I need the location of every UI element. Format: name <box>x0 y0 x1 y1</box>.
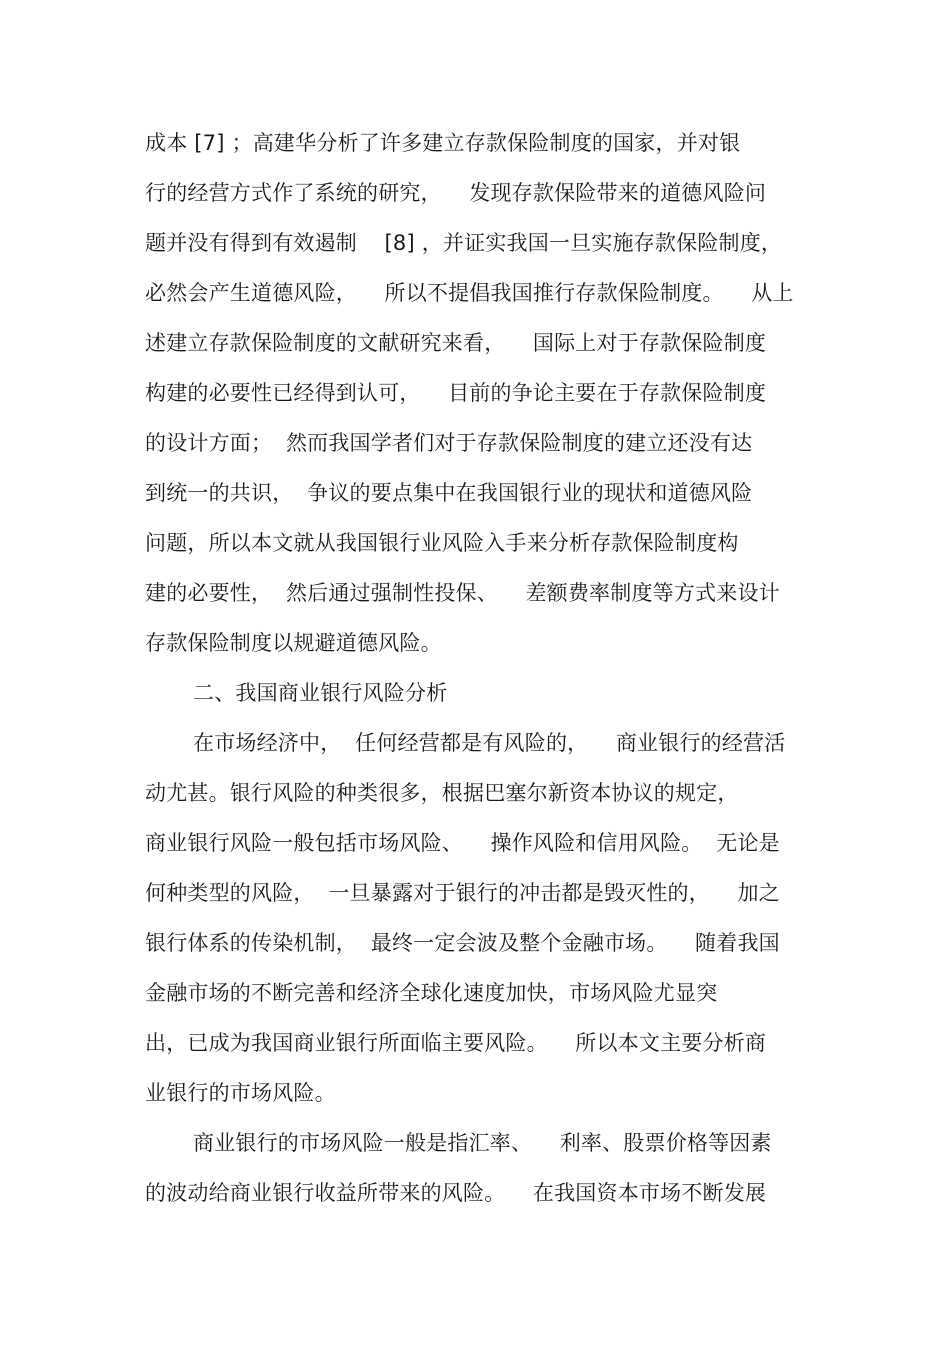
text-line: 商业银行的市场风险一般是指汇率、 利率、股票价格等因素 <box>193 1131 772 1155</box>
text-line: 到统一的共识， 争议的要点集中在我国银行业的现状和道德风险 <box>145 481 753 505</box>
text-line: 存款保险制度以规避道德风险。 <box>145 631 442 655</box>
text-line: 何种类型的风险， 一旦暴露对于银行的冲击都是毁灭性的， 加之 <box>145 881 780 905</box>
text-line: 的波动给商业银行收益所带来的风险。 在我国资本市场不断发展 <box>145 1181 767 1205</box>
text-line: 建的必要性， 然后通过强制性投保、 差额费率制度等方式来设计 <box>145 581 780 605</box>
text-line: 动尤甚。银行风险的种类很多，根据巴塞尔新资本协议的规定， <box>145 781 739 805</box>
text-line: 问题，所以本文就从我国银行业风险入手来分析存款保险制度构 <box>145 531 739 555</box>
text-line: 行的经营方式作了系统的研究， 发现存款保险带来的道德风险问 <box>145 181 767 205</box>
text-line: 出，已成为我国商业银行所面临主要风险。 所以本文主要分析商 <box>145 1031 767 1055</box>
text-line: 成本 [7] ；高建华分析了许多建立存款保险制度的国家，并对银 <box>145 131 741 155</box>
text-line: 商业银行风险一般包括市场风险、 操作风险和信用风险。 无论是 <box>145 831 780 855</box>
text-line: 银行体系的传染机制， 最终一定会波及整个金融市场。 随着我国 <box>145 931 780 955</box>
text-line: 金融市场的不断完善和经济全球化速度加快，市场风险尤显突 <box>145 981 718 1005</box>
text-line: 题并没有得到有效遏制 [8] ，并证实我国一旦实施存款保险制度， <box>145 231 783 255</box>
section-heading: 二、我国商业银行风险分析 <box>193 681 448 705</box>
text-line: 述建立存款保险制度的文献研究来看， 国际上对于存款保险制度 <box>145 331 767 355</box>
text-line: 构建的必要性已经得到认可， 目前的争论主要在于存款保险制度 <box>145 381 767 405</box>
text-line: 必然会产生道德风险， 所以不提倡我国推行存款保险制度。 从上 <box>145 281 794 305</box>
text-line: 在市场经济中， 任何经营都是有风险的， 商业银行的经营活 <box>193 731 786 755</box>
text-line: 业银行的市场风险。 <box>145 1081 336 1105</box>
text-line: 的设计方面； 然而我国学者们对于存款保险制度的建立还没有达 <box>145 431 753 455</box>
